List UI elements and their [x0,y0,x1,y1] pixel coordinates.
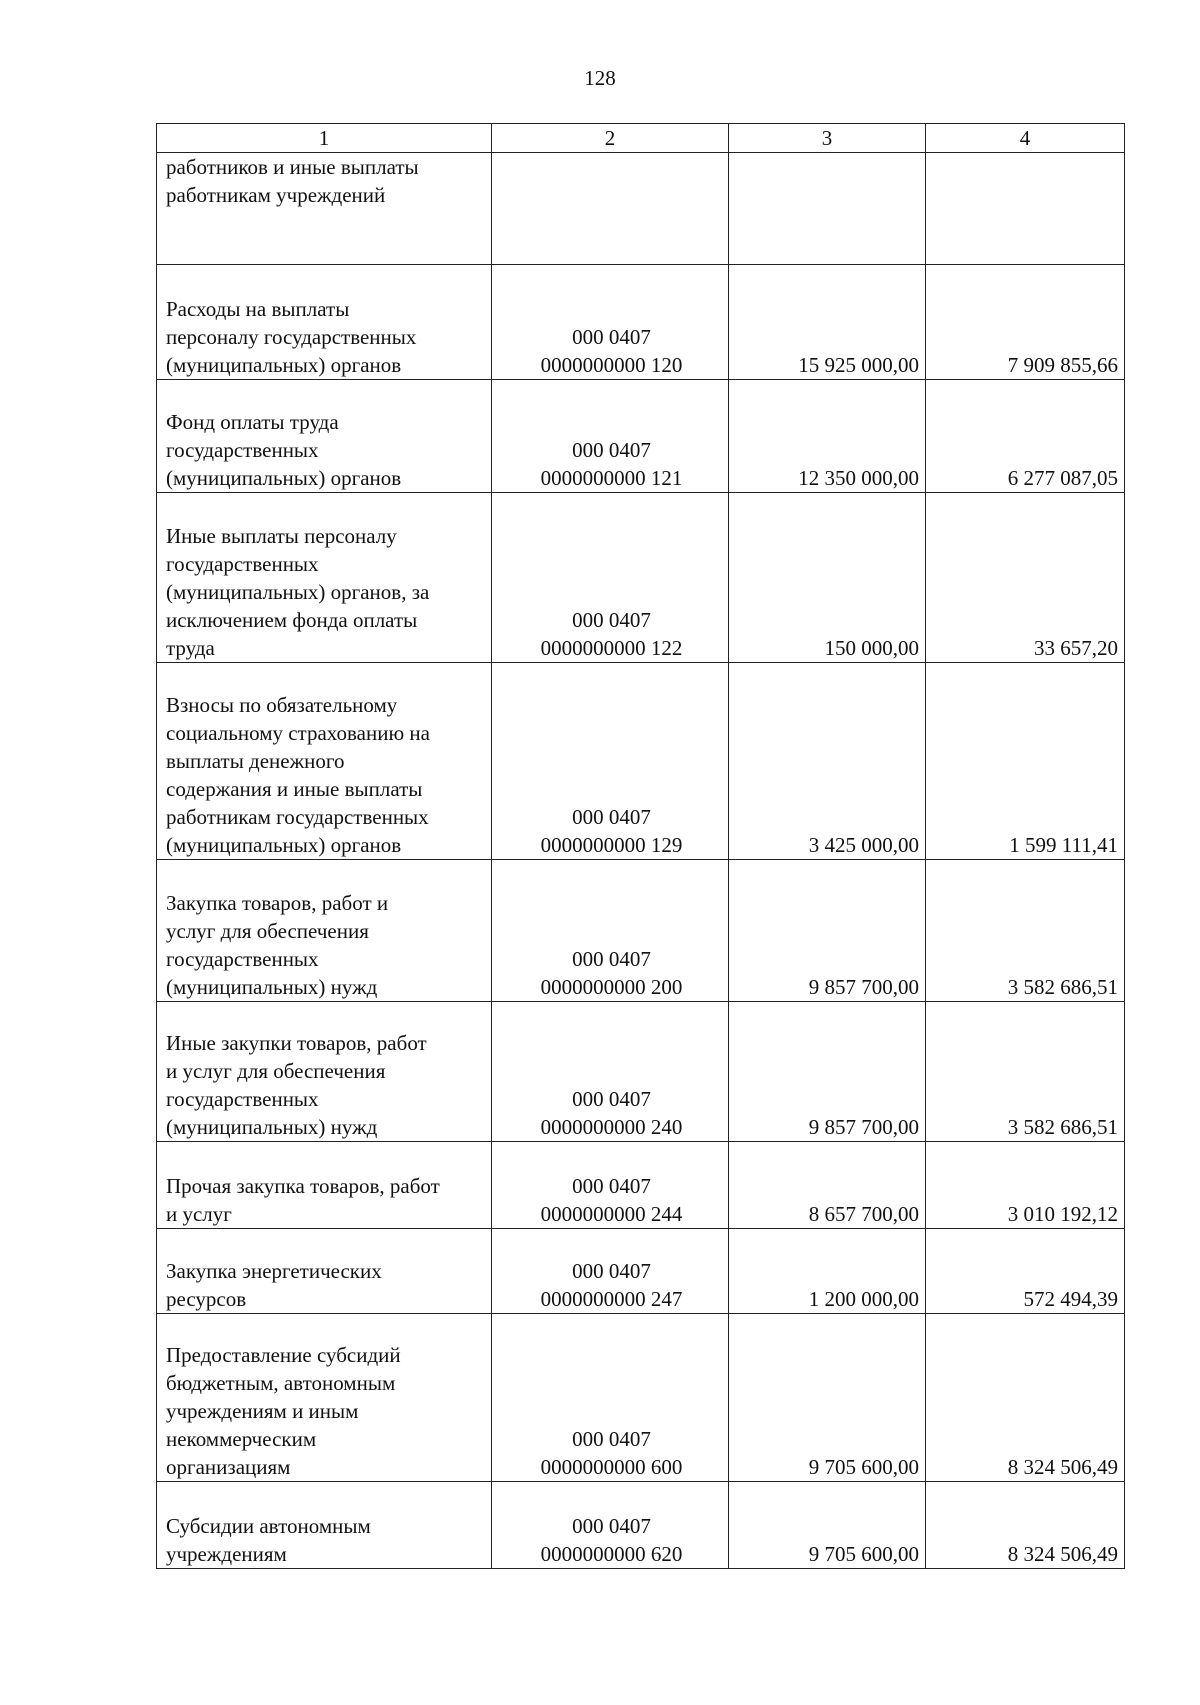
row-code: 000 0407 0000000000 620 [492,1482,729,1569]
table-row [157,1482,1125,1569]
row-plan-value: 3 425 000,00 [729,663,926,860]
row-description: работников и иные выплаты работникам учреждений [157,153,492,265]
column-number-row [157,124,1125,153]
row-code: 000 0407 0000000000 200 [492,860,729,1002]
row-description: Предоставление субсидий бюджетным, автономным учреждениям и иным некоммерческим организациям [157,1314,492,1482]
row-description: Закупка товаров, работ и услуг для обеспечения государственных (муниципальных) нужд [157,860,492,1002]
row-actual-value: 7 909 855,66 [926,265,1125,380]
row-description: Иные закупки товаров, работ и услуг для обеспечения государственных (муниципальных) нужд [157,1002,492,1142]
row-plan-value: 8 657 700,00 [729,1142,926,1229]
row-code: 000 0407 0000000000 600 [492,1314,729,1482]
table-row [157,1314,1125,1482]
row-actual-value: 572 494,39 [926,1229,1125,1314]
row-plan-value: 12 350 000,00 [729,380,926,493]
row-description: Фонд оплаты труда государственных (муниципальных) органов [157,380,492,493]
row-code: 000 0407 0000000000 244 [492,1142,729,1229]
row-plan-value [729,153,926,265]
row-description: Расходы на выплаты персоналу государственных (муниципальных) органов [157,265,492,380]
row-plan-value: 150 000,00 [729,493,926,663]
row-code: 000 0407 0000000000 122 [492,493,729,663]
row-code: 000 0407 0000000000 129 [492,663,729,860]
row-description: Закупка энергетических ресурсов [157,1229,492,1314]
row-plan-value: 9 857 700,00 [729,1002,926,1142]
row-actual-value: 3 582 686,51 [926,1002,1125,1142]
budget-table [156,123,1125,1569]
row-plan-value: 9 857 700,00 [729,860,926,1002]
table-row [157,860,1125,1002]
row-description: Иные выплаты персоналу государственных (муниципальных) органов, за исключением фонда оплаты труда [157,493,492,663]
row-description: Взносы по обязательному социальному страхованию на выплаты денежного содержания и иные выплаты работникам государственных (муниципальных) органов [157,663,492,860]
row-actual-value: 6 277 087,05 [926,380,1125,493]
row-actual-value: 33 657,20 [926,493,1125,663]
row-plan-value: 15 925 000,00 [729,265,926,380]
row-description: Субсидии автономным учреждениям [157,1482,492,1569]
column-header-4: 4 [926,124,1125,153]
table-row [157,153,1125,265]
row-actual-value: 8 324 506,49 [926,1482,1125,1569]
table-row [157,265,1125,380]
table-row [157,493,1125,663]
table-row [157,380,1125,493]
row-code: 000 0407 0000000000 121 [492,380,729,493]
column-header-3: 3 [729,124,926,153]
column-header-2: 2 [492,124,729,153]
row-plan-value: 1 200 000,00 [729,1229,926,1314]
table-row [157,663,1125,860]
table-row [157,1002,1125,1142]
row-code: 000 0407 0000000000 120 [492,265,729,380]
row-code: 000 0407 0000000000 247 [492,1229,729,1314]
row-description: Прочая закупка товаров, работ и услуг [157,1142,492,1229]
row-plan-value: 9 705 600,00 [729,1314,926,1482]
column-header-1: 1 [157,124,492,153]
table-row [157,1229,1125,1314]
table-row [157,1142,1125,1229]
row-actual-value: 8 324 506,49 [926,1314,1125,1482]
row-plan-value: 9 705 600,00 [729,1482,926,1569]
row-code [492,153,729,265]
row-actual-value: 1 599 111,41 [926,663,1125,860]
row-actual-value: 3 582 686,51 [926,860,1125,1002]
page-number: 128 [584,66,616,90]
row-code: 000 0407 0000000000 240 [492,1002,729,1142]
row-actual-value: 3 010 192,12 [926,1142,1125,1229]
row-actual-value [926,153,1125,265]
